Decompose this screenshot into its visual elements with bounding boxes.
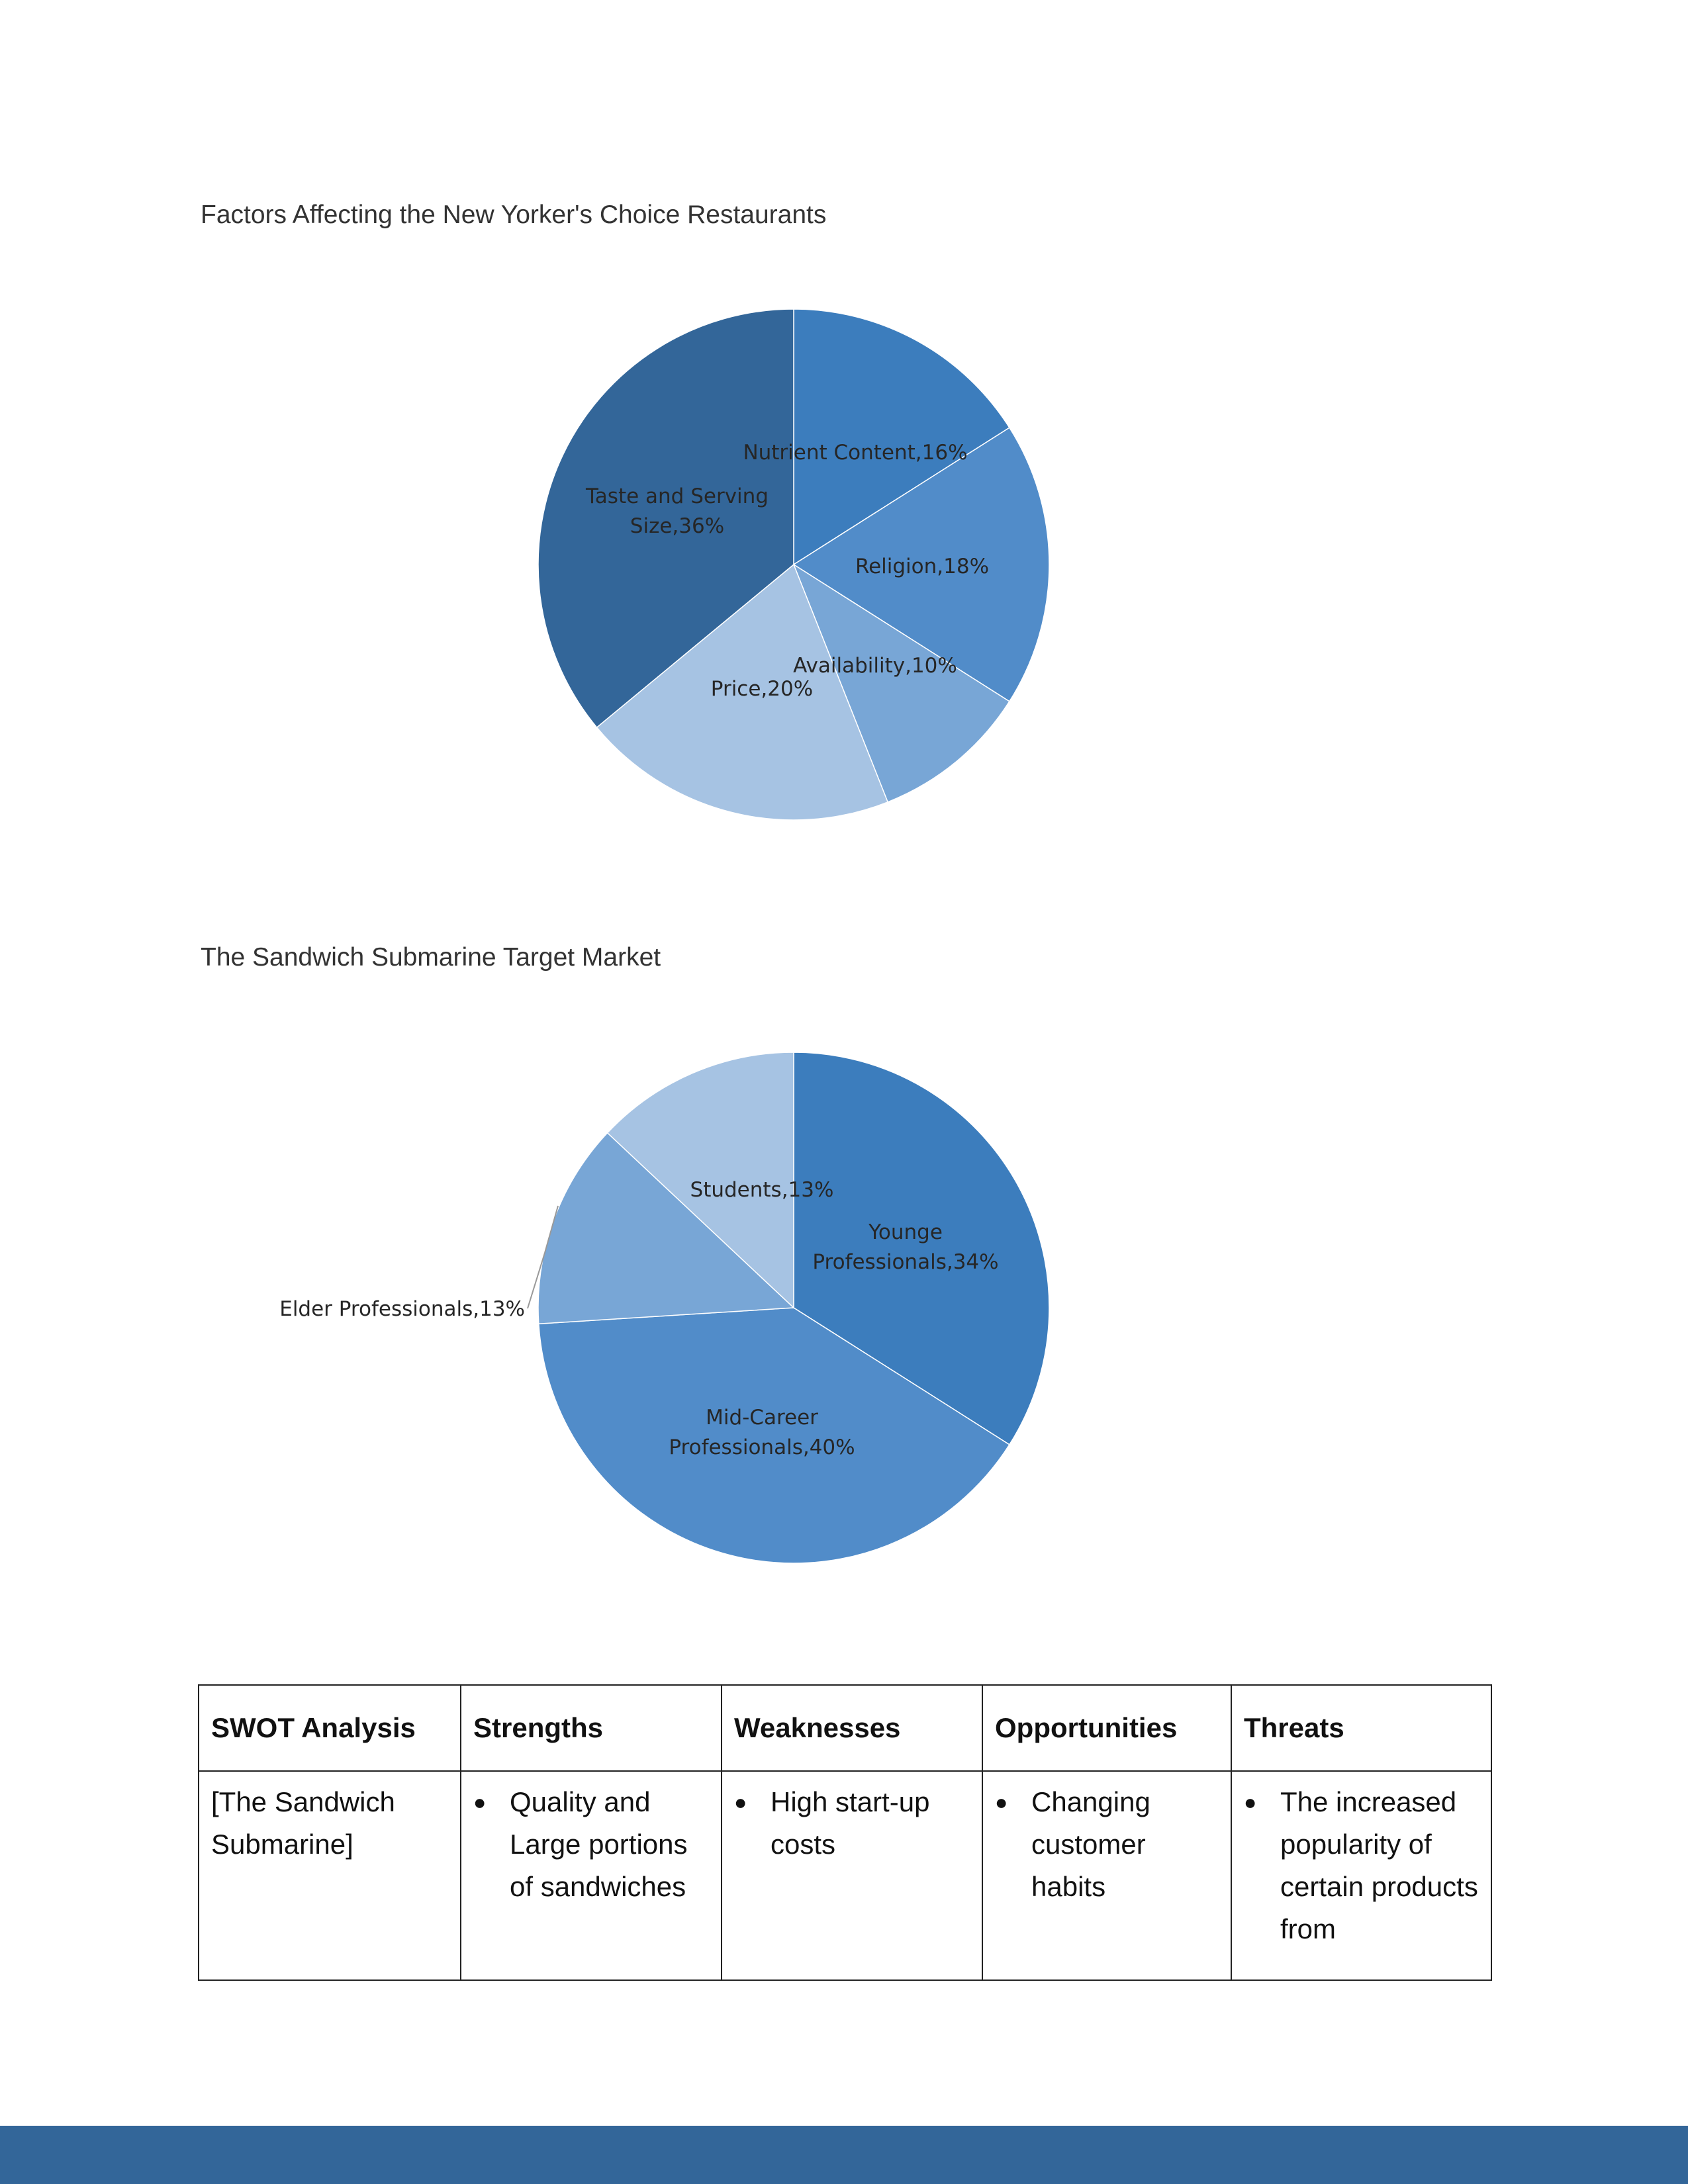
bullet-icon: ●	[995, 1790, 1008, 1814]
bullet-icon: ●	[1244, 1790, 1257, 1814]
pie-label-students: Students,13%	[690, 1178, 834, 1202]
pie-label-availability: Availability,10%	[793, 654, 957, 678]
footer-bar	[0, 2126, 1688, 2184]
swot-weaknesses-text: High start-up costs	[771, 1786, 930, 1860]
list-item	[995, 1781, 1219, 1908]
pie-label-religion: Religion,18%	[855, 555, 990, 578]
pie-label-mid-career-professionals: Mid-Career Professionals,40%	[669, 1406, 855, 1459]
swot-subject: [The Sandwich Submarine]	[211, 1786, 395, 1860]
swot-content-row	[199, 1771, 1491, 1980]
pie-label-younge-professionals: Younge Professionals,34%	[812, 1220, 999, 1274]
swot-threats-cell	[1231, 1771, 1491, 1980]
list-item	[734, 1781, 970, 1866]
chart-title-target-market: The Sandwich Submarine Target Market	[201, 943, 661, 972]
swot-strengths-text: Quality and Large portions of sandwiches	[510, 1786, 688, 1902]
swot-header-weaknesses: Weaknesses	[722, 1685, 982, 1771]
swot-header-strengths: Strengths	[461, 1685, 722, 1771]
pie-chart-restaurant-factors	[0, 0, 1688, 874]
swot-threats-text: The increased popularity of certain products from	[1280, 1786, 1478, 1944]
swot-subject-cell	[199, 1771, 461, 1980]
swot-weaknesses-cell	[722, 1771, 982, 1980]
swot-opportunities-cell	[982, 1771, 1231, 1980]
swot-strengths-cell	[461, 1771, 722, 1980]
list-item	[473, 1781, 709, 1908]
swot-header-analysis: SWOT Analysis	[199, 1685, 461, 1771]
pie-label-taste-and-serving-size: Taste and Serving Size,36%	[586, 484, 769, 538]
swot-header-row	[199, 1685, 1491, 1771]
pie-label-nutrient-content: Nutrient Content,16%	[743, 441, 968, 465]
swot-opportunities-text: Changing customer habits	[1031, 1786, 1150, 1902]
bullet-icon: ●	[734, 1790, 747, 1814]
bullet-icon: ●	[473, 1790, 487, 1814]
chart-title-restaurant-factors: Factors Affecting the New Yorker's Choice Restaurants	[201, 201, 827, 229]
pie-label-price: Price,20%	[710, 677, 814, 701]
list-item	[1244, 1781, 1479, 1950]
swot-table	[198, 1684, 1492, 1981]
pie-chart-target-market	[0, 874, 1688, 1602]
swot-header-threats: Threats	[1231, 1685, 1491, 1771]
pie-label-elder-professionals: Elder Professionals,13%	[279, 1297, 525, 1321]
swot-header-opportunities: Opportunities	[982, 1685, 1231, 1771]
